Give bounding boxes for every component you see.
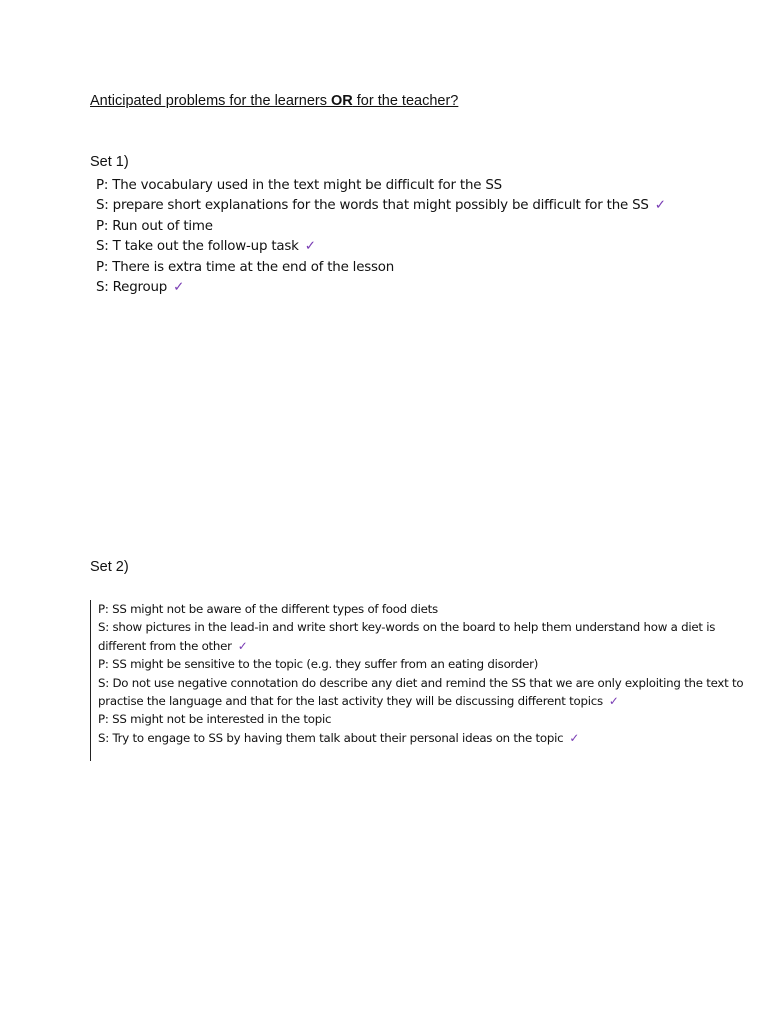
set2-line (98, 729, 758, 747)
heading-bold: OR (331, 93, 353, 109)
set2-line-text: S: Do not use negative connotation do describe any diet and remind the SS that we are only exploiting the text to (98, 675, 744, 690)
set1-line-text: P: There is extra time at the end of the lesson (96, 259, 395, 275)
set1-line-text: P: The vocabulary used in the text might be difficult for the SS (96, 178, 502, 193)
set2-line (98, 692, 758, 710)
checkmark-icon: ✓ (237, 638, 248, 653)
set1-line-text: S: T take out the follow-up task (96, 239, 299, 255)
set1-line-text: P: Run out of time (96, 218, 213, 234)
set2-line (98, 618, 758, 636)
set2-line (98, 637, 758, 655)
heading-pre: Anticipated problems for the learners (90, 93, 331, 109)
set2-line-text: P: SS might be sensitive to the topic (e.g. they suffer from an eating disorder) (98, 657, 539, 672)
checkmark-icon: ✓ (654, 198, 666, 214)
checkmark-icon: ✓ (304, 239, 316, 255)
set2-line-text: P: SS might not be interested in the topic (98, 712, 332, 727)
checkmark-icon: ✓ (608, 693, 619, 708)
set1-label: Set 1) (90, 154, 129, 170)
set2-line-text: practise the language and that for the last activity they will be discussing different topics (98, 693, 603, 708)
checkmark-icon: ✓ (173, 279, 185, 295)
set2-line-text: different from the other (98, 638, 232, 653)
checkmark-icon: ✓ (569, 730, 579, 745)
set2-clipped-remnant (98, 593, 398, 599)
set2-line (98, 655, 758, 673)
set2-line (98, 710, 758, 728)
set2-line-text: S: Try to engage to SS by having them talk about their personal ideas on the topic (98, 730, 564, 745)
set2-line (98, 600, 758, 618)
set2-line (98, 674, 758, 692)
set2-label: Set 2) (90, 559, 129, 575)
set1-line (96, 196, 666, 216)
set1-line (96, 237, 666, 257)
set1-line (96, 176, 666, 196)
set1-line-text: S: prepare short explanations for the words that might possibly be difficult for the SS (96, 198, 649, 214)
page-heading (90, 93, 458, 109)
heading-post: for the teacher? (352, 93, 459, 109)
set2-line-text: P: SS might not be aware of the different types of food diets (98, 602, 438, 616)
set1-line (96, 217, 666, 237)
set2-line-text: S: show pictures in the lead-in and write short key-words on the board to help them understand how a diet is (98, 620, 716, 635)
set1-line (96, 258, 666, 278)
set1-line (96, 278, 666, 298)
set2-image-block (90, 600, 758, 761)
set1-line-text: S: Regroup (96, 279, 168, 295)
set1-image-block (96, 176, 666, 298)
